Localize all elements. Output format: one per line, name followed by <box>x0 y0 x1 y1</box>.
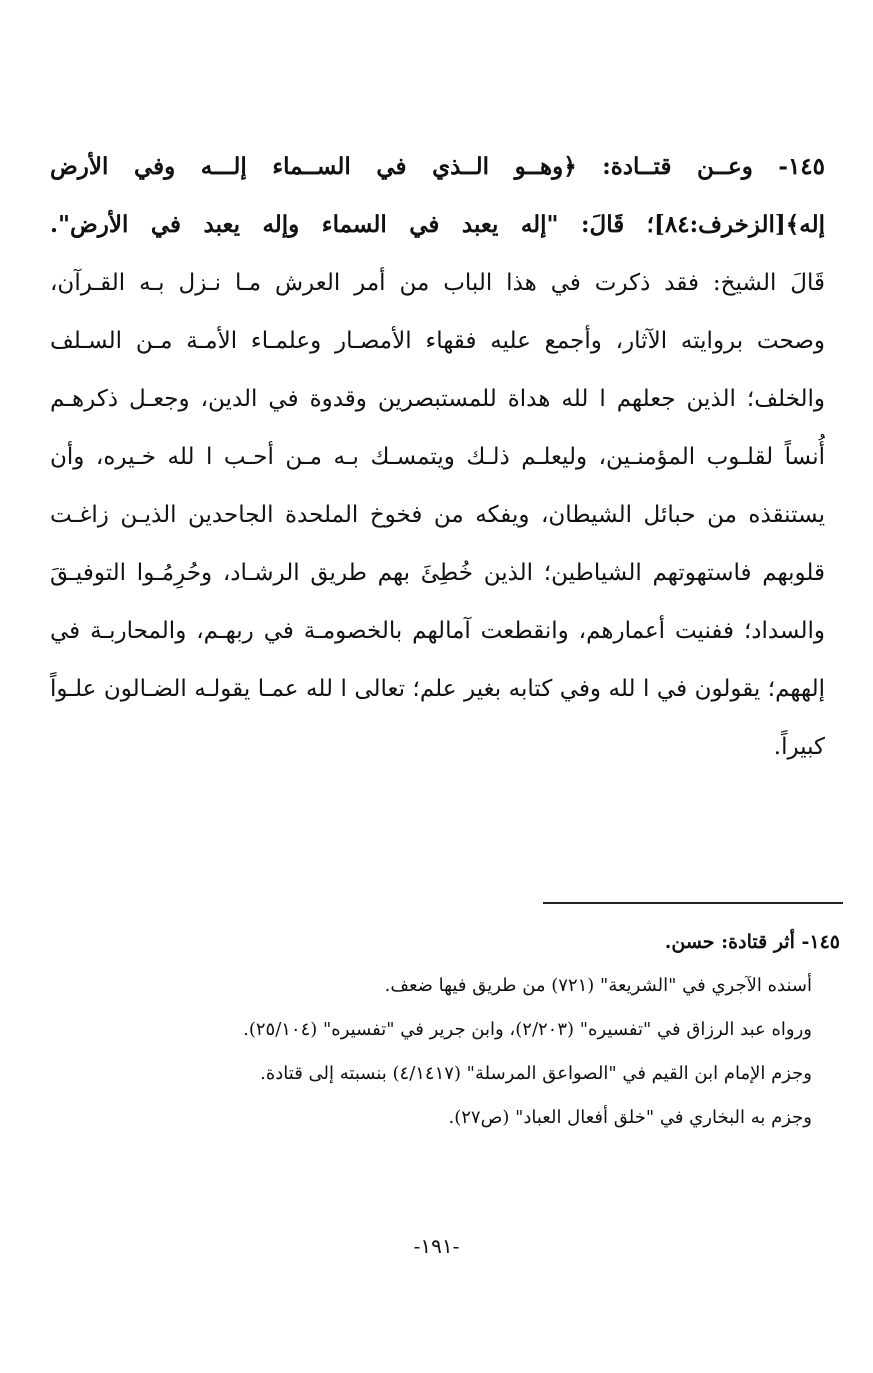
text-line: والسداد؛ ففنيت أعمارهم، وانقطعت آمالهم بالخصومـة في ربهـم، والمحاربـة في <box>50 618 825 644</box>
text-line: قلوبهم فاستهوتهم الشياطين؛ الذين خُطِئَ بهم طريق الرشـاد، وحُرِمُـوا التوفيـقَ <box>50 560 825 586</box>
footnote-heading: ١٤٥- أثر قتادة: حسن. <box>664 931 840 953</box>
text-line: قَالَ الشيخ: فقد ذكرت في هذا الباب من أمر العرش مـا نـزل بـه القـرآن، <box>50 270 825 296</box>
footnote-divider <box>543 902 843 904</box>
text-line: إله﴾[الزخرف:٨٤]؛ قَالَ: "إله يعبد في السماء وإله يعبد في الأرض". <box>50 211 825 238</box>
text-line: إلههم؛ يقولون في ا لله وفي كتابه بغير علم؛ تعالى ا لله عمـا يقولـه الضـالون علـواً <box>50 676 825 702</box>
text-line: أُنساً لقلـوب المؤمنـين، وليعلـم ذلـك ويتمسـك بـه مـن أحـب ا لله خـيره، وأن <box>50 444 825 470</box>
text-line: يستنقذه من حبائل الشيطان، ويفكه من فخوخ الملحدة الجاحدين الذيـن زاغـت <box>50 502 825 528</box>
footnote-item: وجزم الإمام ابن القيم في "الصواعق المرسلة" (٤/١٤١٧) بنسبته إلى قتادة. <box>260 1063 812 1084</box>
footnote-item: وجزم به البخاري في "خلق أفعال العباد" (ص٢٧). <box>448 1107 812 1128</box>
footnote-item: ورواه عبد الرزاق في "تفسيره" (٢/٢٠٣)، وابن جرير في "تفسيره" (٢٥/١٠٤). <box>243 1019 812 1040</box>
text-line: كبيراً. <box>773 734 825 760</box>
footnote-item: أسنده الآجري في "الشريعة" (٧٢١) من طريق فيها ضعف. <box>384 975 812 996</box>
text-line: وصحت بروايته الآثار، وأجمع عليه فقهاء الأمصـار وعلمـاء الأمـة مـن السـلف <box>50 328 825 354</box>
main-text-block <box>50 138 825 776</box>
page-number: -١٩١- <box>413 1234 460 1258</box>
text-line: والخلف؛ الذين جعلهم ا لله هداة للمستبصرين وقدوة في الدين، وجعـل ذكرهـم <box>50 386 825 412</box>
footnotes-block <box>80 920 840 1140</box>
text-line: ١٤٥- وعــن قتــادة: ﴿وهــو الــذي في الســماء إلـــه وفي الأرض <box>50 153 825 180</box>
